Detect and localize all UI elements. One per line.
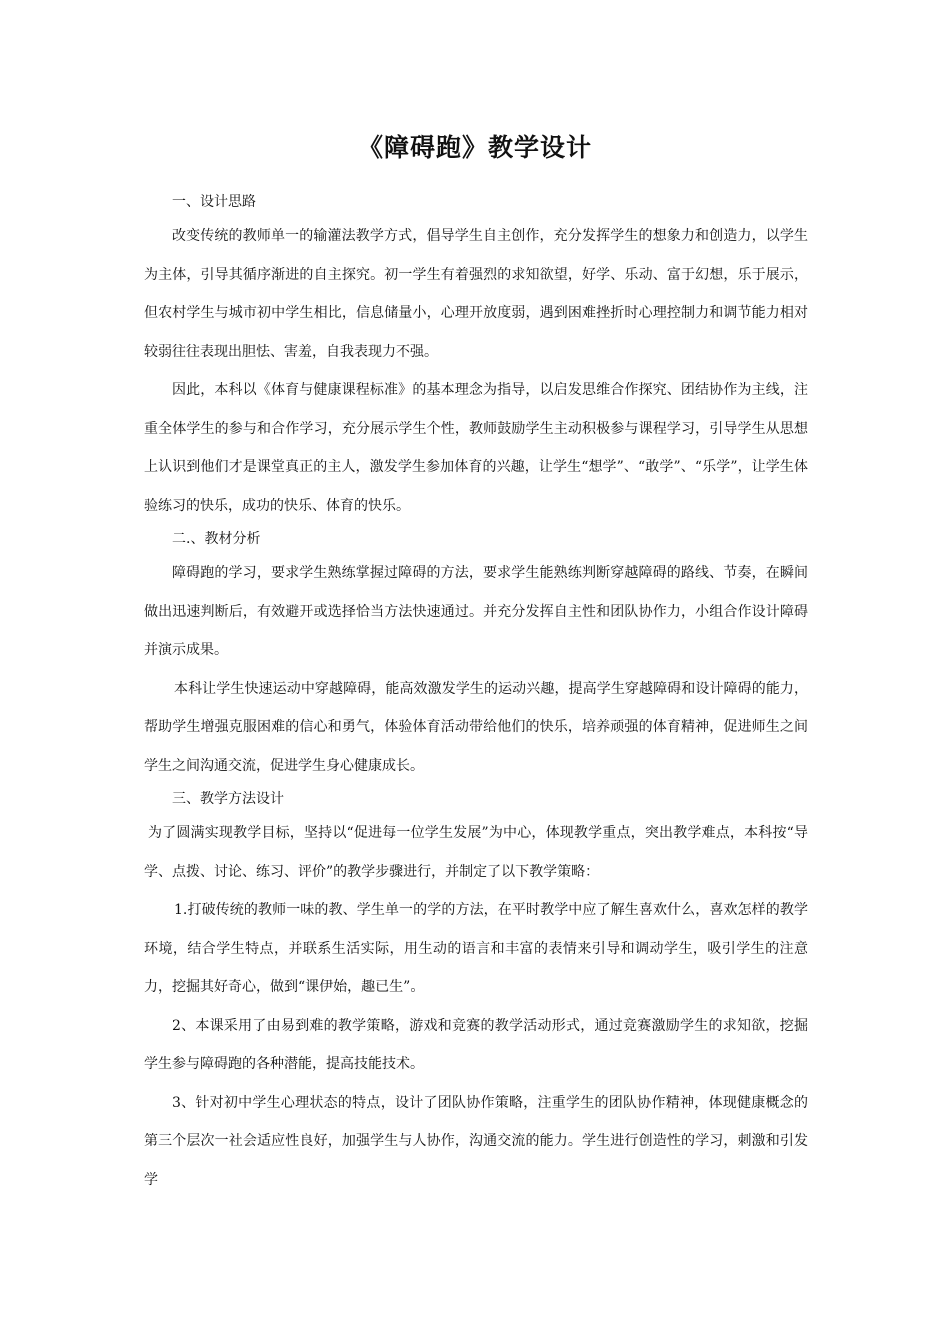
paragraph: 3、针对初中学生心理状态的特点，设计了团队协作策略，注重学生的团队协作精神，体现健康概念的第三个层次一社会适应性良好，加强学生与人协作，沟通交流的能力。学生进行创造性的学习，刺激和引发学 xyxy=(144,1094,808,1188)
document-body xyxy=(144,188,808,1199)
section-heading-teaching-method: 三、教学方法设计 xyxy=(172,791,284,807)
document-title: 《障碍跑》教学设计 xyxy=(357,133,592,162)
paragraph: 改变传统的教师单一的输灌法教学方式，倡导学生自主创作，充分发挥学生的想象力和创造力，以学生为主体，引导其循序渐进的自主探究。初一学生有着强烈的求知欲望，好学、乐动、富于幻想，乐于展示，但农村学生与城市初中学生相比，信息储量小，心理开放度弱，遇到困难挫折时心理控制力和调节能力相对较弱往往表现出胆怯、害羞，自我表现力不强。 xyxy=(144,228,808,360)
paragraph: 障碍跑的学习，要求学生熟练掌握过障碍的方法，要求学生能熟练判断穿越障碍的路线、节奏，在瞬间做出迅速判断后，有效避开或选择恰当方法快速通过。并充分发挥自主性和团队协作力，小组合作设计障碍并演示成果。 xyxy=(144,565,808,658)
paragraph: 因此，本科以《体育与健康课程标准》的基本理念为指导，以启发思维合作探究、团结协作为主线，注重全体学生的参与和合作学习，充分展示学生个性，教师鼓励学生主动积极参与课程学习，引导学生从思想上认识到他们才是课堂真正的主人，激发学生参加体育的兴趣，让学生“想学”、“敢学”、“乐学”，让学生体验练习的快乐，成功的快乐、体育的快乐。 xyxy=(144,382,808,514)
section-heading-material-analysis: 二.、教材分析 xyxy=(172,531,261,547)
paragraph: 2、本课采用了由易到难的教学策略，游戏和竞赛的教学活动形式，通过竞赛激励学生的求知欲，挖掘学生参与障碍跑的各种潜能，提高技能技术。 xyxy=(144,1017,808,1072)
paragraph: 本科让学生快速运动中穿越障碍，能高效激发学生的运动兴趣，提高学生穿越障碍和设计障碍的能力，帮助学生增强克服困难的信心和勇气，体验体育活动带给他们的快乐，培养顽强的体育精神，促进师生之间学生之间沟通交流，促进学生身心健康成长。 xyxy=(144,680,808,774)
section-heading-design-idea: 一、设计思路 xyxy=(172,194,256,210)
paragraph: 1.打破传统的教师一味的教、学生单一的学的方法，在平时教学中应了解生喜欢什么，喜欢怎样的教学环境，结合学生特点，并联系生活实际，用生动的语言和丰富的表情来引导和调动学生，吸引学生的注意力，挖掘其好奇心，做到“课伊始，趣已生”。 xyxy=(144,902,808,995)
paragraph: 为了圆满实现教学目标，坚持以“促进每一位学生发展”为中心，体现教学重点，突出教学难点，本科按“导学、点拨、讨论、练习、评价”的教学步骤进行，并制定了以下教学策略： xyxy=(144,825,808,880)
